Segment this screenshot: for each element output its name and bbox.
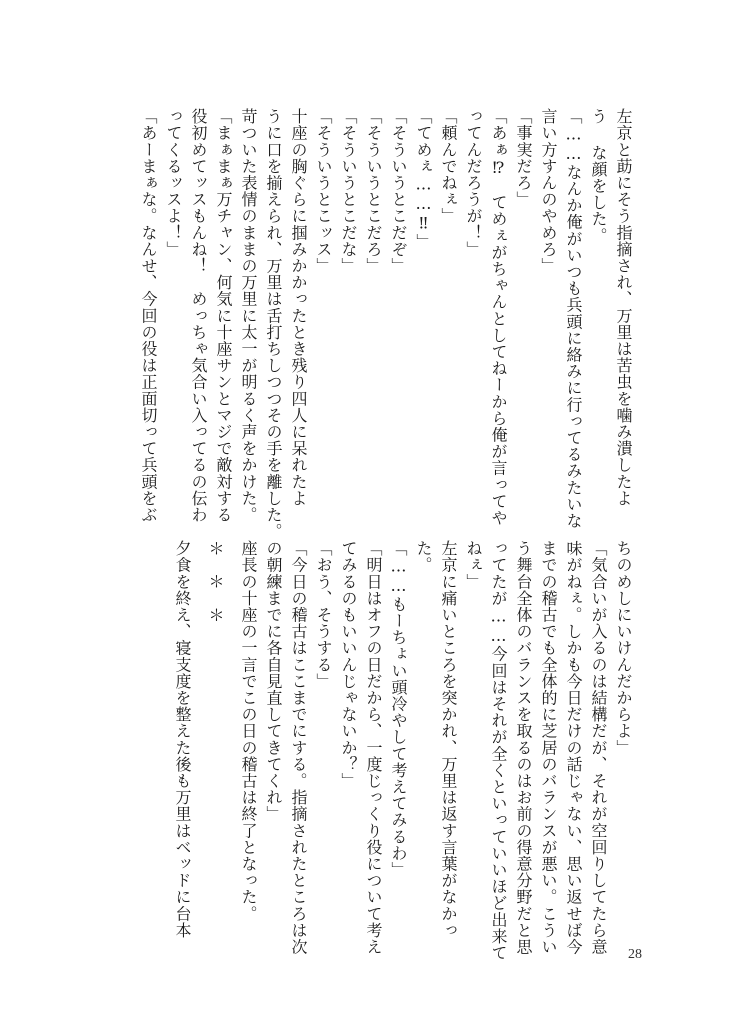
text-line: てみるのもいいんじゃないか？」 <box>339 540 358 789</box>
text-line: 「そういうとこだな」 <box>339 108 358 274</box>
text-line: た。 <box>414 540 433 574</box>
text-line: 「てめぇ……‼」 <box>414 108 433 250</box>
text-line: ちのめしにいけんだからよ」 <box>614 540 633 756</box>
text-line: 苛ついた表情のままの万里に太一が明るく声をかけた。 <box>239 108 258 523</box>
text-line: ってくるッスよ！」 <box>164 108 183 258</box>
text-line: 「……もーちょい頭冷やして考えてみるわ」 <box>389 540 408 878</box>
text-line: 十座の胸ぐらに掴みかかったとき残り四人に呆れたよ <box>289 108 308 507</box>
text-line: 言い方すんのやめろ」 <box>539 108 558 274</box>
text-line: ってんだろうが！」 <box>464 108 483 258</box>
text-line: の朝練までに各自見直してきてくれ」 <box>264 540 283 823</box>
upper-text-block <box>139 108 633 540</box>
page-number: 28 <box>628 947 642 962</box>
text-line: 「頼んでねぇ」 <box>439 108 458 225</box>
text-line: までの稽古でも全体的に芝居のバランスが悪い。こうい <box>539 540 558 955</box>
text-line: ってたが……今回はそれが全くといっていいほど出来て <box>489 540 508 961</box>
text-line: 「気合いが入るのは結構だが、それが空回りしてたら意 <box>589 540 608 955</box>
text-line: 「今日の稽古はここまでにする。指摘されたところは次 <box>289 540 308 955</box>
text-line: 「まぁまぁ万チャン、何気に十座サンとマジで敵対する <box>214 108 233 523</box>
text-line: 「おう、そうする」 <box>314 540 333 690</box>
text-line: 「そういうとこだぞ」 <box>389 108 408 274</box>
text-line: うに口を揃えられ、万里は舌打ちしつつその手を離した。 <box>264 108 283 540</box>
text-line: 夕食を終え、寝支度を整えた後も万里はベッドに台本 <box>173 540 192 939</box>
text-line: う な顔をした。 <box>589 108 608 244</box>
text-line: 役初めてッスもんね！ めっちゃ気合い入ってるの伝わ <box>189 108 208 523</box>
text-line: う舞台全体のバランスを取るのはお前の得意分野だと思 <box>514 540 533 955</box>
text-line: ねぇ」 <box>464 540 483 590</box>
text-line: 「……なんか俺がいつも兵頭に絡みに行ってるみたいな <box>564 108 583 529</box>
text-line: 味がねぇ。しかも今日だけの話じゃない、思い返せば今 <box>564 540 583 955</box>
text-line: 「そういうとこッス」 <box>314 108 333 274</box>
text-line: 「あーまぁな。なんせ、今回の役は正面切って兵頭をぶ <box>139 108 158 523</box>
text-line: 左京に痛いところを突かれ、万里は返す言葉がなかっ <box>439 540 458 939</box>
lower-text-block <box>173 540 633 961</box>
text-line: 「そういうとこだろ」 <box>364 108 383 274</box>
text-line: 「事実だろ」 <box>514 108 533 208</box>
text-line: 左京と莇にそう指摘され、万里は苦虫を噛み潰したよ <box>614 108 633 507</box>
text-line: 「明日はオフの日だから、一度じっくり役について考え <box>364 540 383 955</box>
text-line: 座長の十座の一言でこの日の稽古は終了となった。 <box>239 540 258 922</box>
scene-break: ＊ ＊ ＊ <box>206 540 225 623</box>
text-line: 「あぁ⁉ てめぇがちゃんとしてねーから俺が言ってや <box>489 108 508 526</box>
